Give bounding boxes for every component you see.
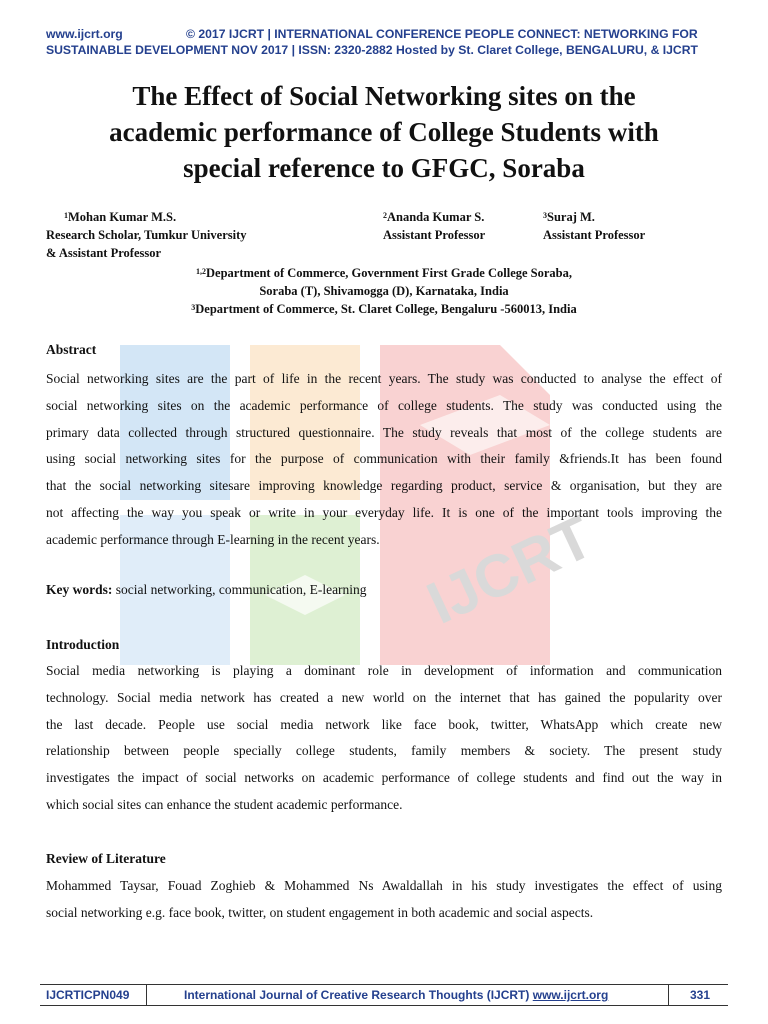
author-1-role-line: Research Scholar, Tumkur University: [46, 228, 247, 242]
footer-separator: [668, 984, 669, 1006]
header-conference-text: © 2017 IJCRT | INTERNATIONAL CONFERENCE PEOPLE CONNECT: NETWORKING FOR: [186, 27, 698, 41]
author-3-name: Suraj M.: [547, 210, 595, 224]
footer-bottom-rule: [40, 1005, 728, 1006]
introduction-line: Social media networking is playing a dominant role in development of information and communication: [46, 663, 722, 678]
journal-url[interactable]: www.ijcrt.org: [46, 27, 123, 41]
abstract-line: academic performance through E-learning in the recent years.: [46, 531, 380, 547]
abstract-line: social networking sites on the academic performance of college students. The study was conducted using the: [46, 397, 722, 413]
abstract-line: that the social networking sitesare improving knowledge regarding product, service & organisation, but they are: [46, 478, 722, 494]
affiliation-3-line: Department of Commerce, St. Claret College, Bengaluru -560013, India: [195, 302, 577, 316]
author-2-role-line: Assistant Professor: [383, 228, 486, 242]
review-line: social networking e.g. face book, twitter, on student engagement in both academic and social aspects.: [46, 904, 594, 920]
keywords-text: social networking, communication, E-learning: [112, 582, 367, 597]
abstract-body: [46, 366, 722, 554]
author-1-name: Mohan Kumar M.S.: [68, 210, 177, 224]
footer-paper-code: IJCRTICPN049: [46, 988, 130, 1002]
title-line: The Effect of Social Networking sites on the: [132, 81, 636, 111]
author-3: $^3$Suraj M. Assistant Professor: [543, 210, 646, 242]
introduction-line: technology. Social media network has created a new world on the internet that has gained the popularity over: [46, 689, 722, 705]
footer-page-number: 331: [690, 988, 711, 1002]
affiliations: $^{1,2}$Department of Commerce, Government First Grade College Soraba, Soraba (T), Shivamogga (D), Karnataka, India $^3$Department of Commerce, St. Claret College, Bengaluru -560013, India: [40, 264, 728, 318]
watermark-text: IJCRT: [417, 502, 603, 637]
review-heading: Review of Literature: [46, 851, 166, 866]
introduction-line: the last decade. People use social media network like face book, twitter, WhatsApp which create new: [46, 716, 722, 732]
abstract-line: using social networking sites for the purpose of communication with their family &friends.It has been found: [46, 451, 722, 467]
review-line: Mohammed Taysar, Fouad Zoghieb & Mohammed Ns Awaldallah in his study investigates the effect of using: [46, 878, 722, 893]
author-1-role-line: & Assistant Professor: [46, 246, 162, 260]
author-3-role-line: Assistant Professor: [543, 228, 646, 242]
abstract-line: primary data collected through structured questionnaire. The study reveals that most of the college students are: [46, 424, 722, 440]
abstract-line: Social networking sites are the part of life in the recent years. The study was conducted to analyse the effect of: [46, 371, 722, 386]
introduction-heading: Introduction: [46, 637, 120, 652]
abstract-heading: Abstract: [46, 342, 97, 357]
review-body: [46, 873, 722, 927]
author-1: $^1$Mohan Kumar M.S. Research Scholar, Tumkur University & Assistant Professor: [46, 210, 247, 260]
footer-separator: [146, 984, 147, 1006]
paper-title: [40, 78, 728, 186]
author-2-name: Ananda Kumar S.: [387, 210, 485, 224]
introduction-line: relationship between people specially college students, family members & society. The present study: [46, 743, 722, 759]
footer-journal-name: International Journal of Creative Research Thoughts (IJCRT): [184, 988, 533, 1002]
journal-header-line-2: SUSTAINABLE DEVELOPMENT NOV 2017 | ISSN: 2320-2882 Hosted by St. Claret College, BENGALURU, & IJCRT: [46, 43, 698, 57]
introduction-line: which social sites can enhance the student academic performance.: [46, 796, 403, 812]
abstract-line: not affecting the way you speak or write in your everyday life. It is one of the important tools improving the: [46, 504, 722, 520]
introduction-line: investigates the impact of social networks on academic performance of college students and find out the way in: [46, 770, 722, 786]
footer-top-rule: [40, 984, 728, 985]
affiliation-1-2-line-1: Department of Commerce, Government First Grade College Soraba,: [206, 266, 572, 280]
footer-journal-link[interactable]: www.ijcrt.org: [532, 988, 609, 1002]
title-line: special reference to GFGC, Soraba: [183, 153, 585, 183]
introduction-body: [46, 658, 722, 819]
author-2: $^2$Ananda Kumar S. Assistant Professor: [383, 210, 486, 242]
affiliation-1-2-line-2: Soraba (T), Shivamogga (D), Karnataka, India: [259, 284, 509, 298]
keywords: [46, 582, 367, 598]
journal-header-line-1: [46, 26, 726, 42]
footer-journal: [184, 986, 608, 1004]
keywords-label: Key words:: [46, 582, 113, 597]
title-line: academic performance of College Students with: [109, 117, 659, 147]
